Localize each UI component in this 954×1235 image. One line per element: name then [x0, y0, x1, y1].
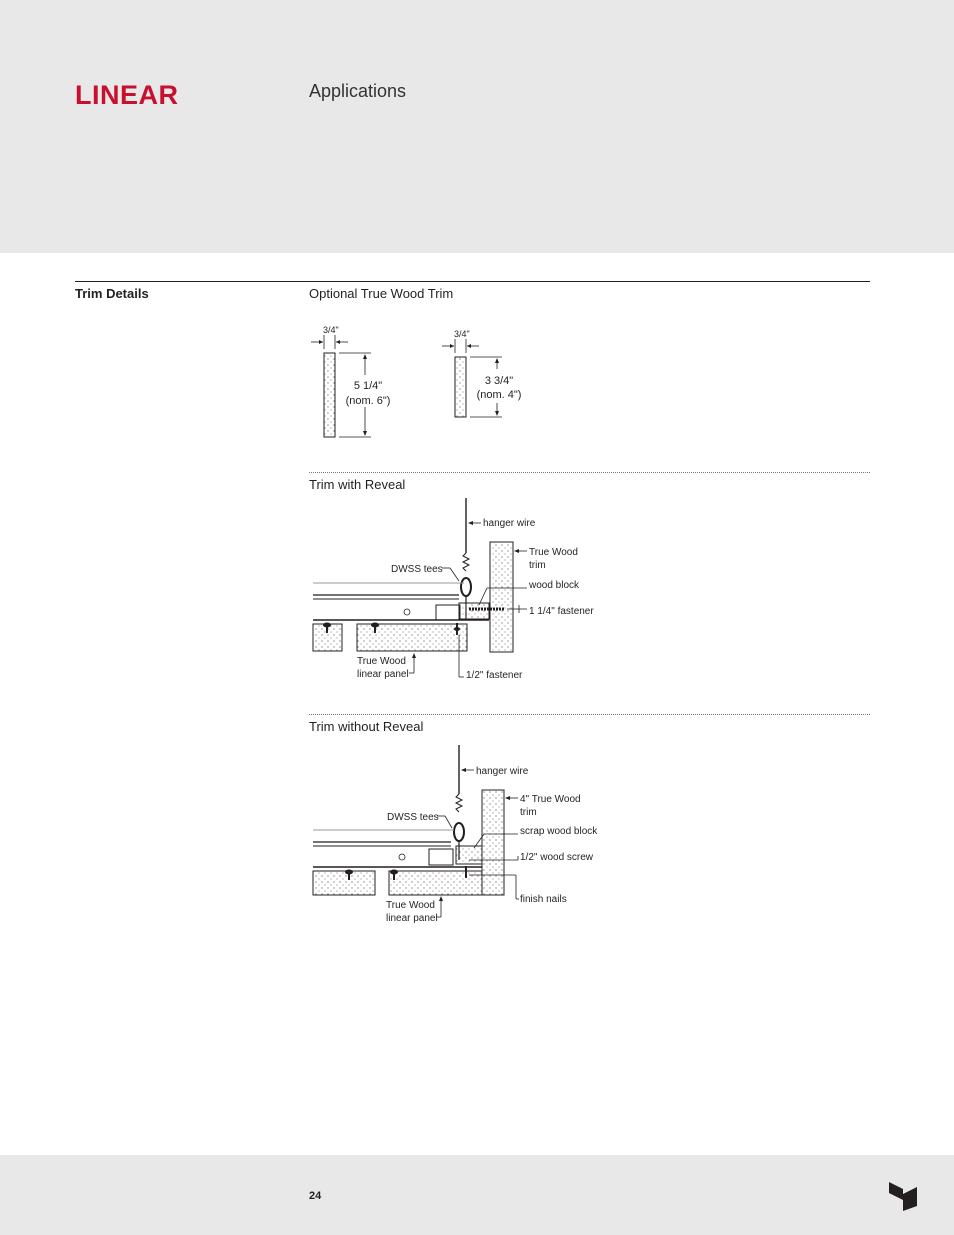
- section-title: Trim Details: [75, 286, 149, 301]
- left-thickness-label: 3/4": [323, 325, 339, 335]
- company-logo-icon: [887, 1180, 921, 1212]
- right-nominal-label: (nom. 4"): [476, 389, 522, 401]
- page-footer: [0, 1155, 954, 1235]
- left-height-label: 5 1/4": [353, 380, 383, 392]
- hanger-wire-label: hanger wire: [483, 518, 536, 529]
- linear-panel-right: [389, 871, 482, 895]
- page-number: 24: [309, 1190, 322, 1202]
- linear-panel-right: [357, 624, 467, 651]
- trim-board: [482, 790, 504, 895]
- wood-screw-label: 1/2" wood screw: [520, 852, 594, 863]
- hanger-wire-label: hanger wire: [476, 766, 529, 777]
- panel-label-2: linear panel: [386, 913, 438, 924]
- finish-nails-label: finish nails: [520, 894, 567, 905]
- panel-label-2: linear panel: [357, 669, 409, 680]
- page-title: Applications: [309, 81, 407, 101]
- trim-6in-profile: [324, 353, 335, 437]
- page-header: [0, 0, 954, 253]
- trim-label-1: 4" True Wood: [520, 794, 581, 805]
- dwss-tees-label: DWSS tees: [391, 564, 443, 575]
- dwss-tees-label: DWSS tees: [387, 812, 439, 823]
- scrap-block-label: scrap wood block: [520, 826, 598, 837]
- linear-panel-left: [313, 871, 375, 895]
- trim-4in-profile: [455, 357, 466, 417]
- right-height-label: 3 3/4": [484, 375, 514, 387]
- dotted-divider: [309, 714, 870, 715]
- brand-title: LINEAR: [75, 80, 179, 110]
- fastener-114-label: 1 1/4" fastener: [529, 606, 594, 617]
- true-wood-trim-label-2: trim: [529, 560, 546, 571]
- fastener-12-label: 1/2" fastener: [466, 670, 523, 681]
- true-wood-trim-label-1: True Wood: [529, 547, 578, 558]
- trim-without-reveal-title: Trim without Reveal: [309, 719, 424, 734]
- dotted-divider: [309, 472, 870, 473]
- panel-label-1: True Wood: [386, 900, 435, 911]
- panel-label-1: True Wood: [357, 656, 406, 667]
- optional-trim-title: Optional True Wood Trim: [309, 286, 454, 301]
- left-nominal-label: (nom. 6"): [345, 395, 391, 407]
- trim-with-reveal-diagram: [309, 495, 629, 690]
- trim-board: [490, 542, 513, 652]
- trim-with-reveal-title: Trim with Reveal: [309, 477, 406, 492]
- section-divider: [75, 281, 870, 282]
- wood-block-label: wood block: [529, 580, 580, 591]
- optional-trim-diagram: [309, 315, 549, 445]
- right-thickness-label: 3/4": [454, 329, 470, 339]
- trim-label-2: trim: [520, 807, 537, 818]
- trim-without-reveal-diagram: [309, 742, 629, 927]
